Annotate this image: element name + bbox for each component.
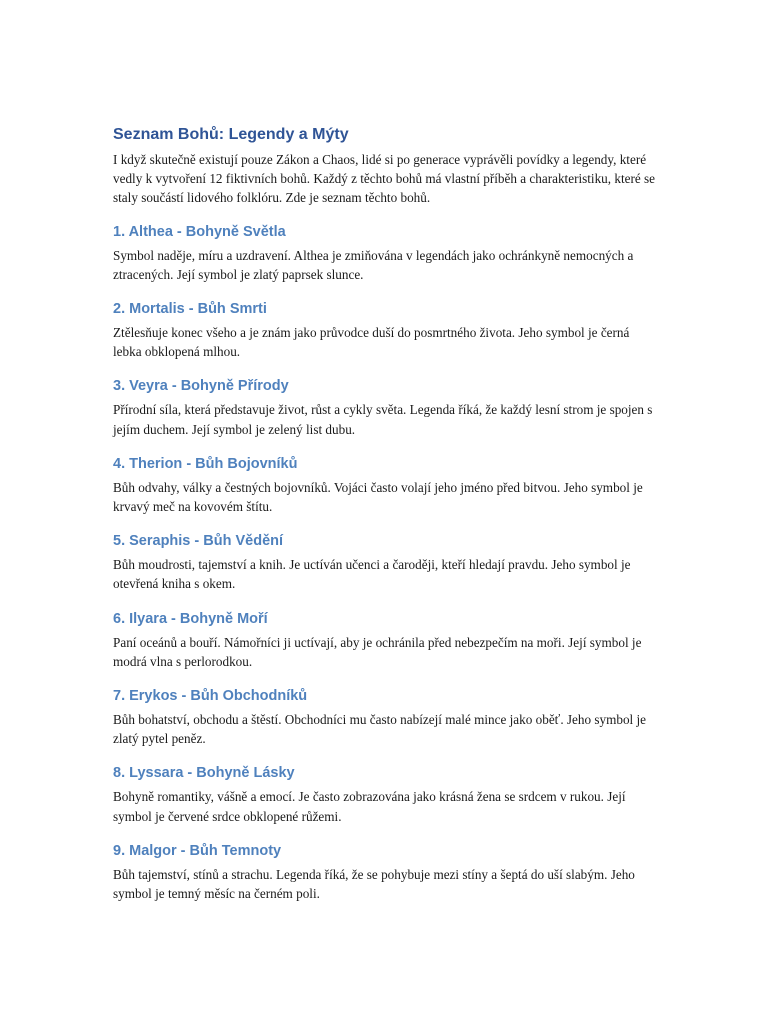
section-text: Bůh tajemství, stínů a strachu. Legenda říká, že se pohybuje mezi stíny a šeptá do uší slabým. Jeho symbol je temný měsíc na černém poli. <box>113 866 635 902</box>
section-text: Bohyně romantiky, vášně a emocí. Je často zobrazována jako krásná žena se srdcem v rukou. Její symbol je červené srdce obklopené růžemi. <box>113 789 626 824</box>
section-veyra <box>113 376 658 438</box>
section-text: Přírodní síla, která představuje život, růst a cykly světa. Legenda říká, že každý lesní strom je spojen s jejím duchem. Její symbol je zelený list dubu. <box>113 402 653 437</box>
section-seraphis <box>113 531 658 593</box>
section-text: Symbol naděje, míru a uzdravení. Althea je zmiňována v legendách jako ochránkyně nemocných a ztracených. Její symbol je zlatý paprsek slunce. <box>113 247 634 282</box>
document-page <box>113 124 658 918</box>
document-title: Seznam Bohů: Legendy a Mýty <box>113 126 349 143</box>
section-heading: 3. Veyra - Bohyně Přírody <box>113 378 289 395</box>
section-text: Bůh odvahy, války a čestných bojovníků. Vojáci často volají jeho jméno před bitvou. Jeho symbol je krvavý meč na kovovém štítu. <box>113 479 643 515</box>
section-mortalis <box>113 299 658 361</box>
section-heading: 6. Ilyara - Bohyně Moří <box>113 610 268 627</box>
section-text: Bůh moudrosti, tajemství a knih. Je uctíván učenci a čaroději, kteří hledají pravdu. Jeho symbol je otevřená kniha s okem. <box>113 557 631 592</box>
section-heading: 4. Therion - Bůh Bojovníků <box>113 455 298 472</box>
section-heading: 8. Lyssara - Bohyně Lásky <box>113 765 295 782</box>
section-malgor <box>113 841 658 903</box>
section-heading: 2. Mortalis - Bůh Smrti <box>113 301 267 318</box>
section-text: Bůh bohatství, obchodu a štěstí. Obchodníci mu často nabízejí malé mince jako oběť. Jeho symbol je zlatý pytel peněz. <box>113 712 647 747</box>
section-text: Paní oceánů a bouří. Námořníci ji uctívají, aby je ochránila před nebezpečím na moři. Její symbol je modrá vlna s perlorodkou. <box>113 634 642 669</box>
section-lyssara <box>113 763 658 825</box>
section-heading: 5. Seraphis - Bůh Vědění <box>113 533 284 550</box>
section-heading: 9. Malgor - Bůh Temnoty <box>113 842 282 859</box>
section-althea <box>113 222 658 284</box>
section-heading: 1. Althea - Bohyně Světla <box>113 223 286 240</box>
section-erykos <box>113 686 658 748</box>
section-heading: 7. Erykos - Bůh Obchodníků <box>113 688 308 705</box>
section-therion <box>113 454 658 516</box>
intro-paragraph: I když skutečně existují pouze Zákon a Chaos, lidé si po generace vyprávěli povídky a legendy, které vedly k vytvoření 12 fiktivních bohů. Každý z těchto bohů má vlastní příběh a charakteristiku, které se staly součástí lidového folklóru. Zde je seznam těchto bohů. <box>113 152 656 206</box>
section-text: Ztělesňuje konec všeho a je znám jako průvodce duší do posmrtného života. Jeho symbol je černá lebka obklopená mlhou. <box>113 325 630 360</box>
section-ilyara <box>113 609 658 671</box>
